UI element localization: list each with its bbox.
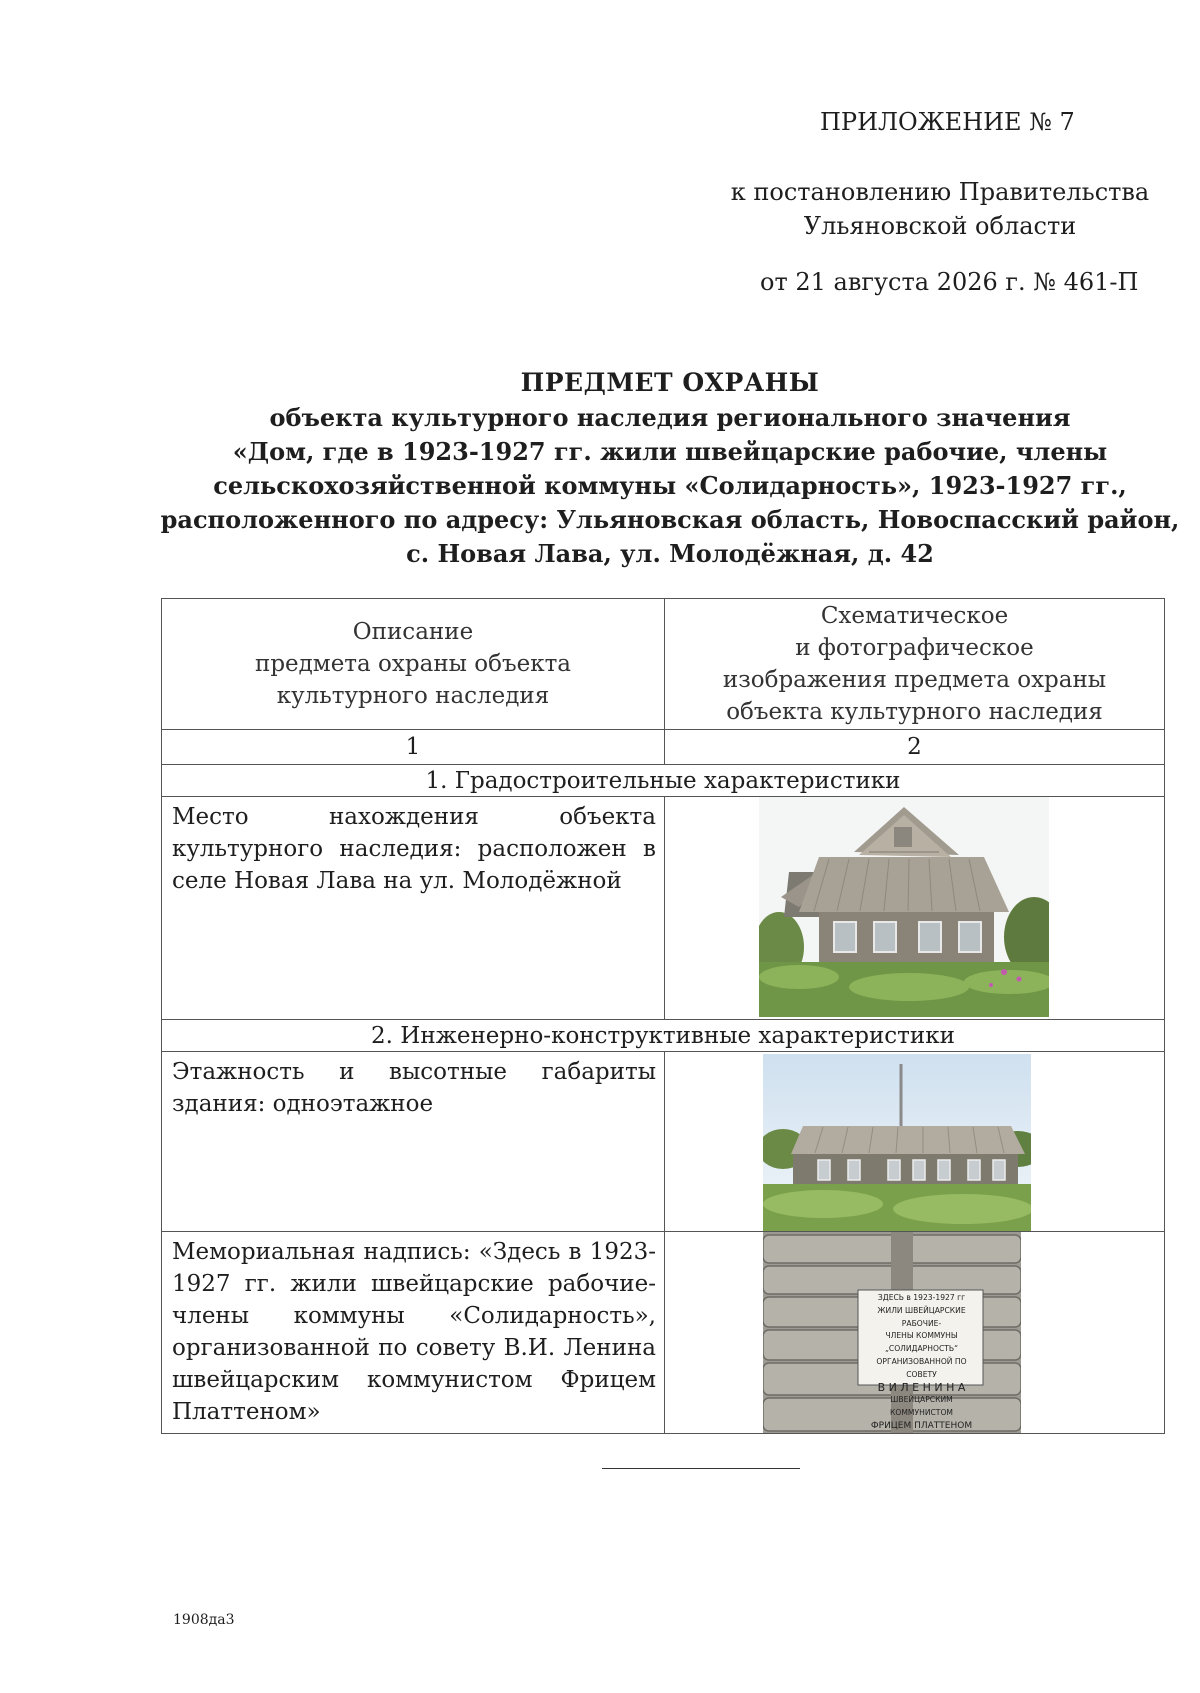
header-description-line: предмета охраны объекта [254,651,572,677]
column-number-row [162,730,1165,765]
header-description [162,599,665,730]
resolution-reference [720,175,1160,243]
reference-line-2: Ульяновской области [803,212,1077,240]
section-row [162,1020,1165,1052]
title-line-5: с. Новая Лава, ул. Молодёжная, д. 42 [406,539,934,568]
row-description: Этажность и высотные габариты здания: одноэтажное [162,1052,665,1232]
reference-line-1: к постановлению Правительства [730,178,1150,206]
document-title [120,365,1200,571]
table-row [162,1232,1165,1434]
table-header-row [162,599,1165,730]
title-line-2: «Дом, где в 1923-1927 гг. жили швейцарские рабочие, члены [232,437,1108,466]
row-photo-cell [665,1232,1165,1434]
title-line-1: объекта культурного наследия регионального значения [269,403,1071,432]
header-images [665,599,1165,730]
table-row [162,1052,1165,1232]
row-description: Место нахождения объекта культурного наследия: расположен в селе Новая Лава на ул. Молодёжной [162,797,665,1020]
appendix-number: ПРИЛОЖЕНИЕ № 7 [820,108,1075,136]
header-images-line: изображения предмета охраны [722,667,1107,693]
row-description: Мемориальная надпись: «Здесь в 1923-1927 гг. жили швейцарские рабочие-члены коммуны «Солидарность», организованной по совету В.И. Ленина швейцарским коммунистом Фрицем Платтеном» [162,1232,665,1434]
header-description-line: Описание [352,619,474,645]
table-row [162,797,1165,1020]
header-images-line: и фотографическое [795,635,1034,661]
section-row [162,765,1165,797]
column-number-2: 2 [665,730,1165,765]
resolution-date: от 21 августа 2026 г. № 461-П [760,268,1139,296]
closing-separator [602,1468,800,1469]
plaque-line: ЗДЕСЬ в 1923-1927 гг [877,1293,966,1302]
plaque-line: ЧЛЕНЫ КОММУНЫ „СОЛИДАРНОСТЬ“ [884,1331,959,1354]
protection-subject-table [161,598,1165,1434]
header-images-line: Схематическое [820,603,1009,629]
house-photo [759,797,1049,1017]
title-line-3: сельскохозяйственной коммуны «Солидарность», 1923-1927 гг., [213,471,1127,500]
column-number-1: 1 [162,730,665,765]
plaque-line: ФРИЦЕМ ПЛАТТЕНОМ [870,1420,973,1431]
title-heading: ПРЕДМЕТ ОХРАНЫ [520,368,820,397]
plaque-line: ОРГАНИЗОВАННОЙ ПО СОВЕТУ [876,1356,967,1379]
row-photo-cell [665,1052,1165,1232]
plaque-line: ШВЕЙЦАРСКИМ КОММУНИСТОМ [890,1395,953,1418]
title-line-4: расположенного по адресу: Ульяновская область, Новоспасский район, [160,505,1180,534]
plaque-line: ЖИЛИ ШВЕЙЦАРСКИЕ РАБОЧИЕ- [877,1305,966,1328]
section-title-urban: 1. Градостроительные характеристики [162,765,1165,797]
long-house-photo [763,1054,1031,1231]
header-description-line: культурного наследия [276,683,550,709]
header-images-line: объекта культурного наследия [726,699,1103,725]
plaque-text [860,1292,983,1433]
plaque-line: В И Л Е Н И Н А [877,1380,966,1394]
row-photo-cell [665,797,1165,1020]
document-code: 1908да3 [173,1612,235,1628]
section-title-engineering: 2. Инженерно-конструктивные характеристики [162,1020,1165,1052]
